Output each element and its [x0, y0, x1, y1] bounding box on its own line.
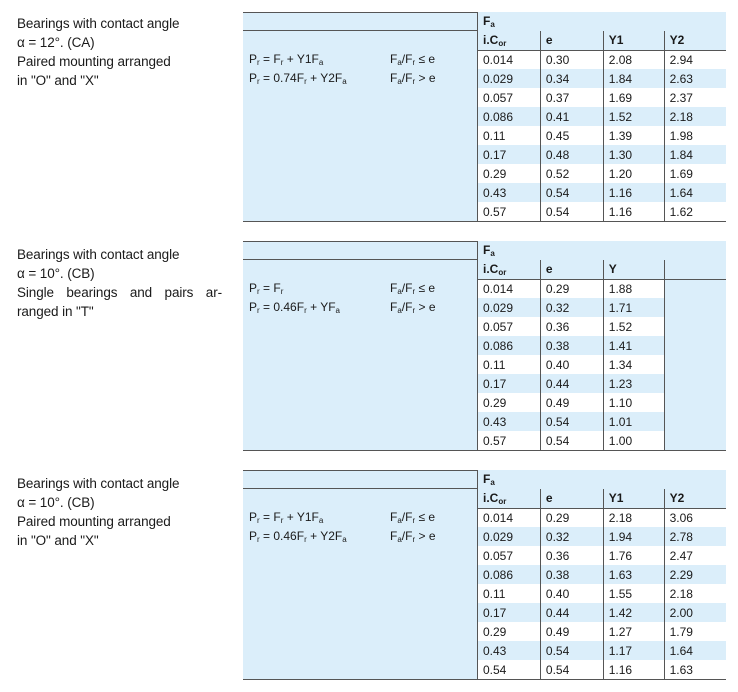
desc-line: in "O" and "X"	[17, 73, 99, 88]
table-cell: 1.63	[664, 660, 726, 679]
table-cell: 0.32	[540, 298, 603, 317]
table-cell: 0.36	[540, 546, 603, 565]
table-cell	[664, 412, 726, 431]
formula-equation: $P_r = 0.46F_r + Y2F_a$	[249, 529, 347, 544]
fa-label: $F_a$	[478, 12, 541, 31]
table-cell: 0.29	[478, 164, 541, 183]
table-cell: 0.38	[540, 336, 603, 355]
table-row	[478, 88, 727, 107]
table-cell: 0.057	[478, 317, 541, 336]
desc-line: α = 10°. (CB)	[17, 266, 95, 281]
table-cell: 1.34	[603, 355, 664, 374]
factor-table	[477, 241, 726, 450]
table-cell: 0.54	[478, 660, 541, 679]
table-cell: 1.76	[603, 546, 664, 565]
table-cell: 2.94	[664, 50, 726, 69]
table-row	[478, 565, 727, 584]
column-header: $i.C_{or}$	[478, 31, 541, 50]
table-cell: 2.63	[664, 69, 726, 88]
table-cell: 0.54	[540, 183, 603, 202]
desc-line: ranged in "T"	[17, 304, 94, 319]
formula-condition: $F_a/F_r \le e$	[390, 510, 436, 525]
header-spacer	[540, 470, 603, 489]
table-cell: 0.40	[540, 355, 603, 374]
table-cell: 0.54	[540, 660, 603, 679]
table-cell: 0.029	[478, 527, 541, 546]
table-cell: 0.44	[540, 374, 603, 393]
column-header	[664, 260, 726, 279]
column-header-row	[478, 489, 727, 508]
table-row	[478, 126, 727, 145]
fa-label: $F_a$	[478, 470, 541, 489]
table-cell: 0.11	[478, 126, 541, 145]
table-cell: 1.30	[603, 145, 664, 164]
table-cell: 3.06	[664, 508, 726, 527]
table-row	[478, 336, 727, 355]
desc-line: in "O" and "X"	[17, 533, 99, 548]
table-row	[478, 584, 727, 603]
table-row	[478, 317, 727, 336]
table-cell: 0.54	[540, 431, 603, 450]
fa-label: $F_a$	[478, 241, 541, 260]
section-description	[17, 474, 222, 550]
table-cell: 0.49	[540, 622, 603, 641]
desc-line: Paired mounting arranged	[17, 54, 171, 69]
table-cell: 0.029	[478, 298, 541, 317]
header-spacer	[540, 241, 603, 260]
table-cell: 2.18	[603, 508, 664, 527]
table-cell: 1.52	[603, 317, 664, 336]
table-cell: 1.17	[603, 641, 664, 660]
table-cell: 0.29	[478, 393, 541, 412]
table-cell: 0.57	[478, 431, 541, 450]
table-row	[478, 660, 727, 679]
table-row	[478, 355, 727, 374]
table-cell: 0.029	[478, 69, 541, 88]
table-row	[478, 412, 727, 431]
table-cell: 2.08	[603, 50, 664, 69]
table-cell: 1.41	[603, 336, 664, 355]
table-cell: 0.41	[540, 107, 603, 126]
section-description	[17, 14, 222, 90]
bearing-load-table-block	[243, 12, 726, 222]
table-row	[478, 50, 727, 69]
table-cell	[664, 374, 726, 393]
formula-equation: $P_r = F_r + Y1F_a$	[249, 510, 324, 525]
table-cell: 2.29	[664, 565, 726, 584]
table-cell: 0.29	[540, 508, 603, 527]
table-cell: 0.057	[478, 88, 541, 107]
desc-line: α = 10°. (CB)	[17, 495, 95, 510]
desc-line: Bearings with contact angle	[17, 247, 180, 262]
table-cell: 1.16	[603, 660, 664, 679]
section-description	[17, 245, 222, 321]
column-header: Y	[603, 260, 664, 279]
table-cell: 1.79	[664, 622, 726, 641]
table-cell: 0.36	[540, 317, 603, 336]
table-cell: 0.45	[540, 126, 603, 145]
table-cell: 0.17	[478, 145, 541, 164]
column-header-row	[478, 31, 727, 50]
desc-line: Paired mounting arranged	[17, 514, 171, 529]
formula-condition: $F_a/F_r > e$	[390, 71, 436, 86]
table-cell: 0.57	[478, 202, 541, 221]
table-cell: 1.00	[603, 431, 664, 450]
table-row	[478, 431, 727, 450]
column-header-row	[478, 260, 727, 279]
table-cell: 0.38	[540, 565, 603, 584]
table-cell: 0.30	[540, 50, 603, 69]
table-row	[478, 164, 727, 183]
table-cell: 0.17	[478, 374, 541, 393]
table-cell	[664, 355, 726, 374]
table-cell	[664, 431, 726, 450]
table-cell: 1.69	[664, 164, 726, 183]
table-cell: 0.54	[540, 202, 603, 221]
table-cell: 2.18	[664, 107, 726, 126]
table-row	[478, 508, 727, 527]
header-spacer	[540, 12, 603, 31]
header-spacer	[603, 241, 664, 260]
column-header: e	[540, 260, 603, 279]
formula-condition: $F_a/F_r \le e$	[390, 52, 436, 67]
bearing-load-table-block	[243, 470, 726, 680]
table-cell: 1.62	[664, 202, 726, 221]
table-cell: 0.52	[540, 164, 603, 183]
table-cell	[664, 279, 726, 298]
table-cell: 0.32	[540, 527, 603, 546]
fa-header-row	[478, 470, 727, 489]
table-row	[478, 183, 727, 202]
table-cell: 1.16	[603, 202, 664, 221]
table-row	[478, 374, 727, 393]
fa-header-row	[478, 12, 727, 31]
desc-line: Bearings with contact angle	[17, 16, 180, 31]
table-cell: 2.37	[664, 88, 726, 107]
table-cell: 1.16	[603, 183, 664, 202]
table-cell: 1.88	[603, 279, 664, 298]
table-cell	[664, 317, 726, 336]
header-spacer	[664, 241, 726, 260]
formula-condition: $F_a/F_r > e$	[390, 300, 436, 315]
column-header: e	[540, 31, 603, 50]
factor-table	[477, 470, 726, 679]
column-header: Y2	[664, 489, 726, 508]
table-cell: 0.014	[478, 279, 541, 298]
table-cell: 0.34	[540, 69, 603, 88]
table-cell: 0.11	[478, 584, 541, 603]
table-cell: 1.71	[603, 298, 664, 317]
table-cell: 1.01	[603, 412, 664, 431]
table-cell	[664, 336, 726, 355]
table-cell: 1.39	[603, 126, 664, 145]
factor-table	[477, 12, 726, 221]
table-cell: 1.55	[603, 584, 664, 603]
formula-condition: $F_a/F_r \le e$	[390, 281, 436, 296]
table-cell	[664, 393, 726, 412]
formula-equation: $P_r = F_r + Y1F_a$	[249, 52, 324, 67]
table-cell: 2.78	[664, 527, 726, 546]
table-row	[478, 546, 727, 565]
table-cell: 2.47	[664, 546, 726, 565]
table-row	[478, 393, 727, 412]
formula-equation: $P_r = F_r$	[249, 281, 284, 296]
table-row	[478, 107, 727, 126]
table-cell: 1.84	[603, 69, 664, 88]
table-cell: 1.42	[603, 603, 664, 622]
table-row	[478, 622, 727, 641]
table-cell: 0.29	[478, 622, 541, 641]
column-header: Y1	[603, 489, 664, 508]
table-cell: 2.00	[664, 603, 726, 622]
table-cell: 1.20	[603, 164, 664, 183]
table-cell: 1.23	[603, 374, 664, 393]
table-cell: 0.29	[540, 279, 603, 298]
table-cell: 0.43	[478, 183, 541, 202]
table-row	[478, 641, 727, 660]
column-header: $i.C_{or}$	[478, 489, 541, 508]
table-cell	[664, 298, 726, 317]
header-spacer	[664, 12, 726, 31]
table-cell: 0.086	[478, 336, 541, 355]
table-cell: 0.43	[478, 641, 541, 660]
table-row	[478, 145, 727, 164]
desc-line: α = 12°. (CA)	[17, 35, 95, 50]
desc-line: Bearings with contact angle	[17, 476, 180, 491]
table-cell: 1.10	[603, 393, 664, 412]
table-cell: 0.54	[540, 641, 603, 660]
table-cell: 0.014	[478, 50, 541, 69]
table-cell: 1.52	[603, 107, 664, 126]
table-cell: 0.44	[540, 603, 603, 622]
column-header: $i.C_{or}$	[478, 260, 541, 279]
table-cell: 2.18	[664, 584, 726, 603]
table-cell: 0.11	[478, 355, 541, 374]
formula-condition: $F_a/F_r > e$	[390, 529, 436, 544]
table-cell: 0.48	[540, 145, 603, 164]
table-cell: 0.086	[478, 565, 541, 584]
table-row	[478, 298, 727, 317]
column-header: Y2	[664, 31, 726, 50]
formula-equation: $P_r = 0.74F_r + Y2F_a$	[249, 71, 347, 86]
table-cell: 1.64	[664, 183, 726, 202]
table-cell: 1.84	[664, 145, 726, 164]
header-spacer	[603, 470, 664, 489]
table-cell: 1.63	[603, 565, 664, 584]
column-header: e	[540, 489, 603, 508]
desc-line: Single bearings and pairs ar-	[17, 285, 222, 300]
table-cell: 0.37	[540, 88, 603, 107]
table-cell: 0.43	[478, 412, 541, 431]
table-cell: 0.49	[540, 393, 603, 412]
fa-header-row	[478, 241, 727, 260]
column-header: Y1	[603, 31, 664, 50]
table-cell: 0.17	[478, 603, 541, 622]
table-cell: 0.057	[478, 546, 541, 565]
table-cell: 0.086	[478, 107, 541, 126]
table-cell: 1.27	[603, 622, 664, 641]
table-row	[478, 603, 727, 622]
table-row	[478, 527, 727, 546]
table-cell: 0.40	[540, 584, 603, 603]
bearing-load-table-block	[243, 241, 726, 451]
table-cell: 1.69	[603, 88, 664, 107]
table-cell: 1.64	[664, 641, 726, 660]
table-cell: 0.54	[540, 412, 603, 431]
table-cell: 1.98	[664, 126, 726, 145]
table-row	[478, 279, 727, 298]
header-spacer	[664, 470, 726, 489]
table-row	[478, 69, 727, 88]
formula-equation: $P_r = 0.46F_r + YF_a$	[249, 300, 340, 315]
table-cell: 1.94	[603, 527, 664, 546]
table-cell: 0.014	[478, 508, 541, 527]
header-spacer	[603, 12, 664, 31]
table-row	[478, 202, 727, 221]
